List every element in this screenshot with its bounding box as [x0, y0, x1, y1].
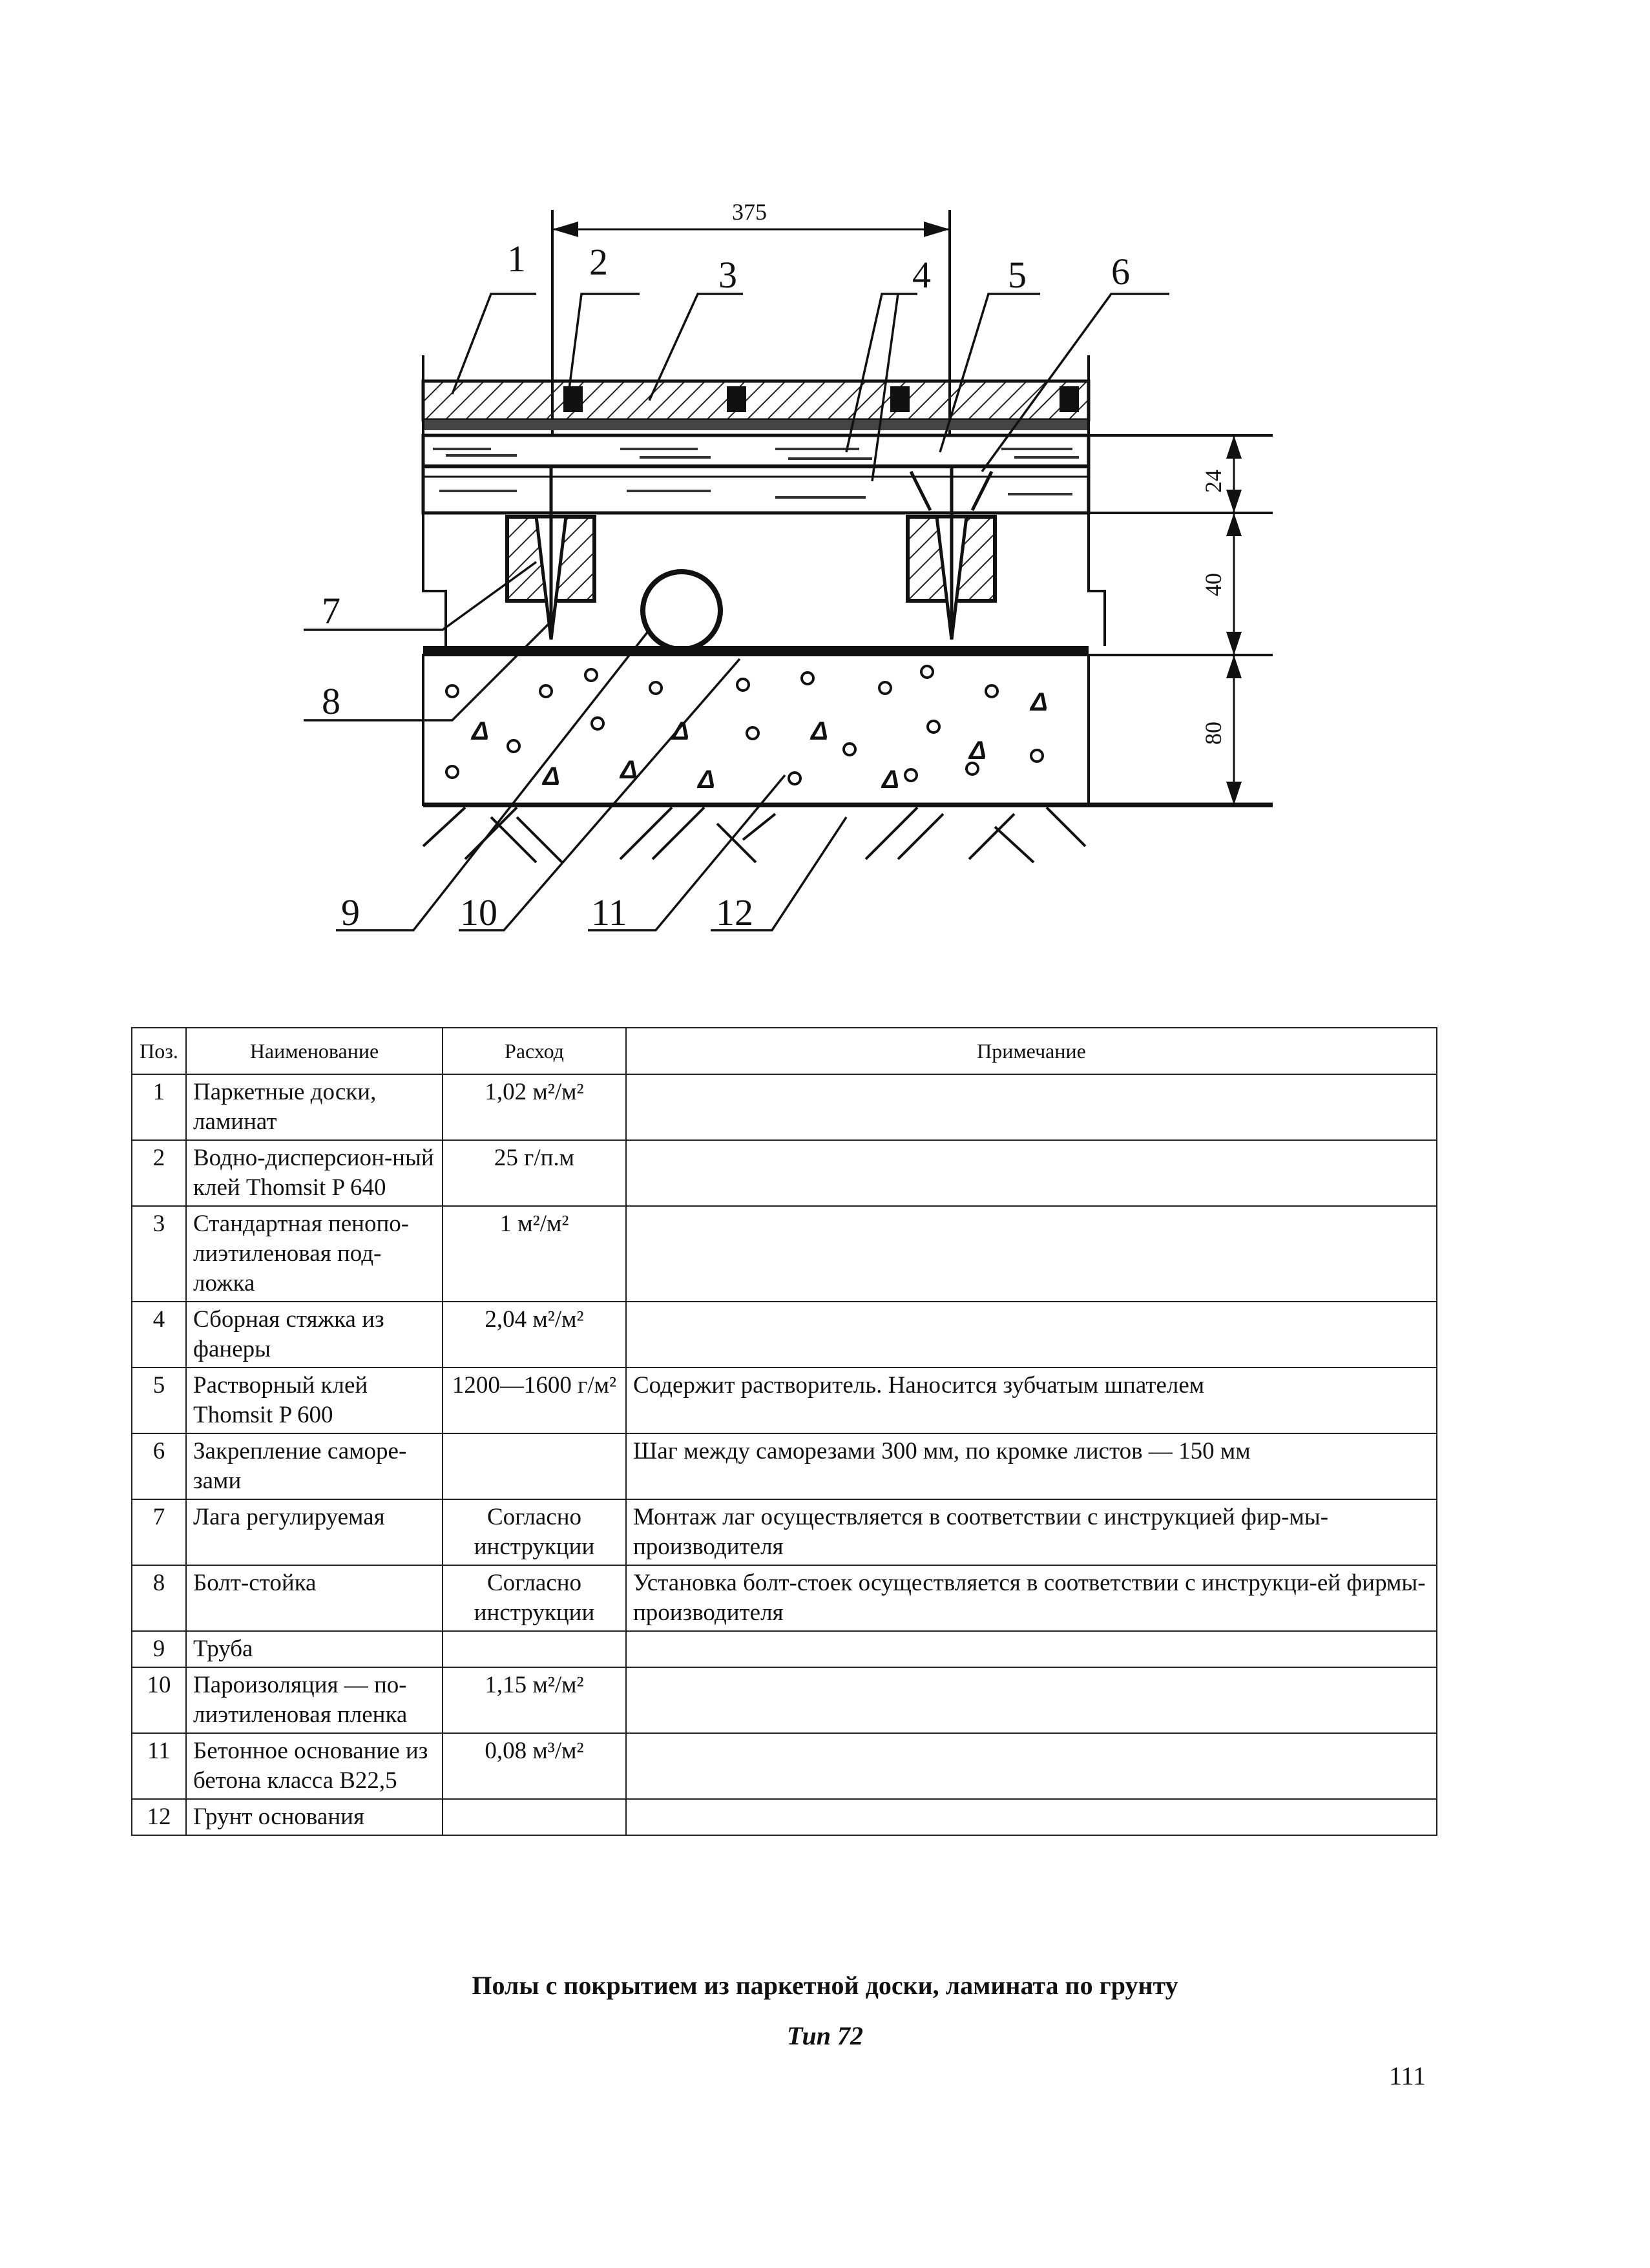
callout-10: 10 [460, 891, 497, 933]
cell-note: Содержит растворитель. Наносится зубчатым шпателем [626, 1368, 1437, 1433]
table-row [132, 1799, 1437, 1835]
callout-11: 11 [591, 891, 627, 933]
cell-pos: 8 [132, 1565, 186, 1631]
callout-9: 9 [341, 891, 360, 933]
cell-name: Сборная стяжка из фанеры [186, 1302, 443, 1368]
cell-rate: 25 г/п.м [443, 1140, 626, 1206]
table-row [132, 1206, 1437, 1302]
cell-rate: 1,15 м²/м² [443, 1667, 626, 1733]
table-row [132, 1667, 1437, 1733]
table-row [132, 1565, 1437, 1631]
type-label: Тип 72 [787, 2021, 863, 2050]
cell-name: Бетонное основание из бетона класса B22,5 [186, 1733, 443, 1799]
callout-8: 8 [322, 680, 340, 722]
table-row [132, 1302, 1437, 1368]
cell-name: Грунт основания [186, 1799, 443, 1835]
cell-pos: 6 [132, 1433, 186, 1499]
dim-24-label: 24 [1200, 470, 1226, 493]
cell-note [626, 1074, 1437, 1140]
cell-pos: 1 [132, 1074, 186, 1140]
cell-rate: 1 м²/м² [443, 1206, 626, 1302]
header-name: Наименование [186, 1028, 443, 1074]
header-note: Примечание [626, 1028, 1437, 1074]
callout-3: 3 [718, 254, 737, 296]
cell-pos: 9 [132, 1631, 186, 1667]
table-row [132, 1631, 1437, 1667]
cell-rate [443, 1799, 626, 1835]
cell-rate [443, 1631, 626, 1667]
cell-note [626, 1140, 1437, 1206]
table-row [132, 1368, 1437, 1433]
table-header-row [132, 1028, 1437, 1074]
pipe [643, 572, 720, 649]
svg-text:Δ: Δ [620, 756, 638, 784]
concrete-base [423, 655, 1273, 805]
cell-pos: 11 [132, 1733, 186, 1799]
specification-table [131, 1027, 1437, 1836]
cell-note: Шаг между саморезами 300 мм, по кромке листов — 150 мм [626, 1433, 1437, 1499]
cell-note: Установка болт-стоек осуществляется в соответствии с инструкци-ей фирмы-производителя [626, 1565, 1437, 1631]
callout-2: 2 [589, 241, 608, 283]
cell-pos: 4 [132, 1302, 186, 1368]
callout-1: 1 [507, 238, 526, 280]
svg-text:Δ: Δ [543, 762, 560, 791]
cell-name: Стандартная пенопо-лиэтиленовая под-ложка [186, 1206, 443, 1302]
cell-name: Труба [186, 1631, 443, 1667]
table-row [132, 1140, 1437, 1206]
cell-rate: 1,02 м²/м² [443, 1074, 626, 1140]
floor-section-drawing [0, 0, 1650, 982]
cell-name: Растворный клей Thomsit P 600 [186, 1368, 443, 1433]
cell-name: Водно-дисперсион-ный клей Thomsit P 640 [186, 1140, 443, 1206]
cell-pos: 2 [132, 1140, 186, 1206]
cell-note [626, 1206, 1437, 1302]
dim-40-label: 40 [1200, 573, 1226, 596]
cell-rate: 2,04 м²/м² [443, 1302, 626, 1368]
joist-right [908, 465, 995, 640]
cell-pos: 5 [132, 1368, 186, 1433]
svg-text:Δ: Δ [882, 765, 899, 794]
svg-text:Δ: Δ [969, 736, 987, 765]
cell-pos: 3 [132, 1206, 186, 1302]
cell-rate: Согласно инструкции [443, 1499, 626, 1565]
cell-name: Пароизоляция — по-лиэтиленовая пленка [186, 1667, 443, 1733]
cell-name: Паркетные доски, ламинат [186, 1074, 443, 1140]
callout-7: 7 [322, 590, 340, 632]
svg-text:Δ: Δ [472, 717, 489, 745]
page-number: 111 [1389, 2061, 1426, 2090]
ground-hatch [423, 807, 1085, 862]
callout-4: 4 [912, 254, 931, 296]
dim-80-label: 80 [1200, 722, 1226, 745]
cell-rate: 1200—1600 г/м² [443, 1368, 626, 1433]
cell-rate [443, 1433, 626, 1499]
callout-12: 12 [716, 891, 753, 933]
cell-note [626, 1302, 1437, 1368]
parquet-layer [423, 381, 1089, 435]
table-row [132, 1433, 1437, 1499]
svg-text:Δ: Δ [811, 717, 828, 745]
dim-375-label: 375 [732, 199, 767, 225]
cell-note [626, 1631, 1437, 1667]
cell-pos: 7 [132, 1499, 186, 1565]
svg-text:Δ: Δ [698, 765, 715, 794]
table-row [132, 1074, 1437, 1140]
callout-6: 6 [1111, 251, 1130, 293]
cell-pos: 10 [132, 1667, 186, 1733]
cell-name: Лага регулируемая [186, 1499, 443, 1565]
cell-pos: 12 [132, 1799, 186, 1835]
callout-5: 5 [1008, 254, 1027, 296]
page-title: Полы с покрытием из паркетной доски, ламината по грунту [472, 1971, 1178, 2000]
table-row [132, 1733, 1437, 1799]
cell-note [626, 1667, 1437, 1733]
cell-name: Закрепление саморе-зами [186, 1433, 443, 1499]
cell-note [626, 1733, 1437, 1799]
cell-note [626, 1799, 1437, 1835]
dimension-column [1089, 435, 1273, 805]
cell-rate: Согласно инструкции [443, 1565, 626, 1631]
header-rate: Расход [443, 1028, 626, 1074]
cell-note: Монтаж лаг осуществляется в соответствии с инструкцией фир-мы-производителя [626, 1499, 1437, 1565]
header-pos: Поз. [132, 1028, 186, 1074]
cell-rate: 0,08 м³/м² [443, 1733, 626, 1799]
svg-text:Δ: Δ [672, 717, 689, 745]
cell-name: Болт-стойка [186, 1565, 443, 1631]
svg-text:Δ: Δ [1030, 688, 1048, 716]
table-row [132, 1499, 1437, 1565]
